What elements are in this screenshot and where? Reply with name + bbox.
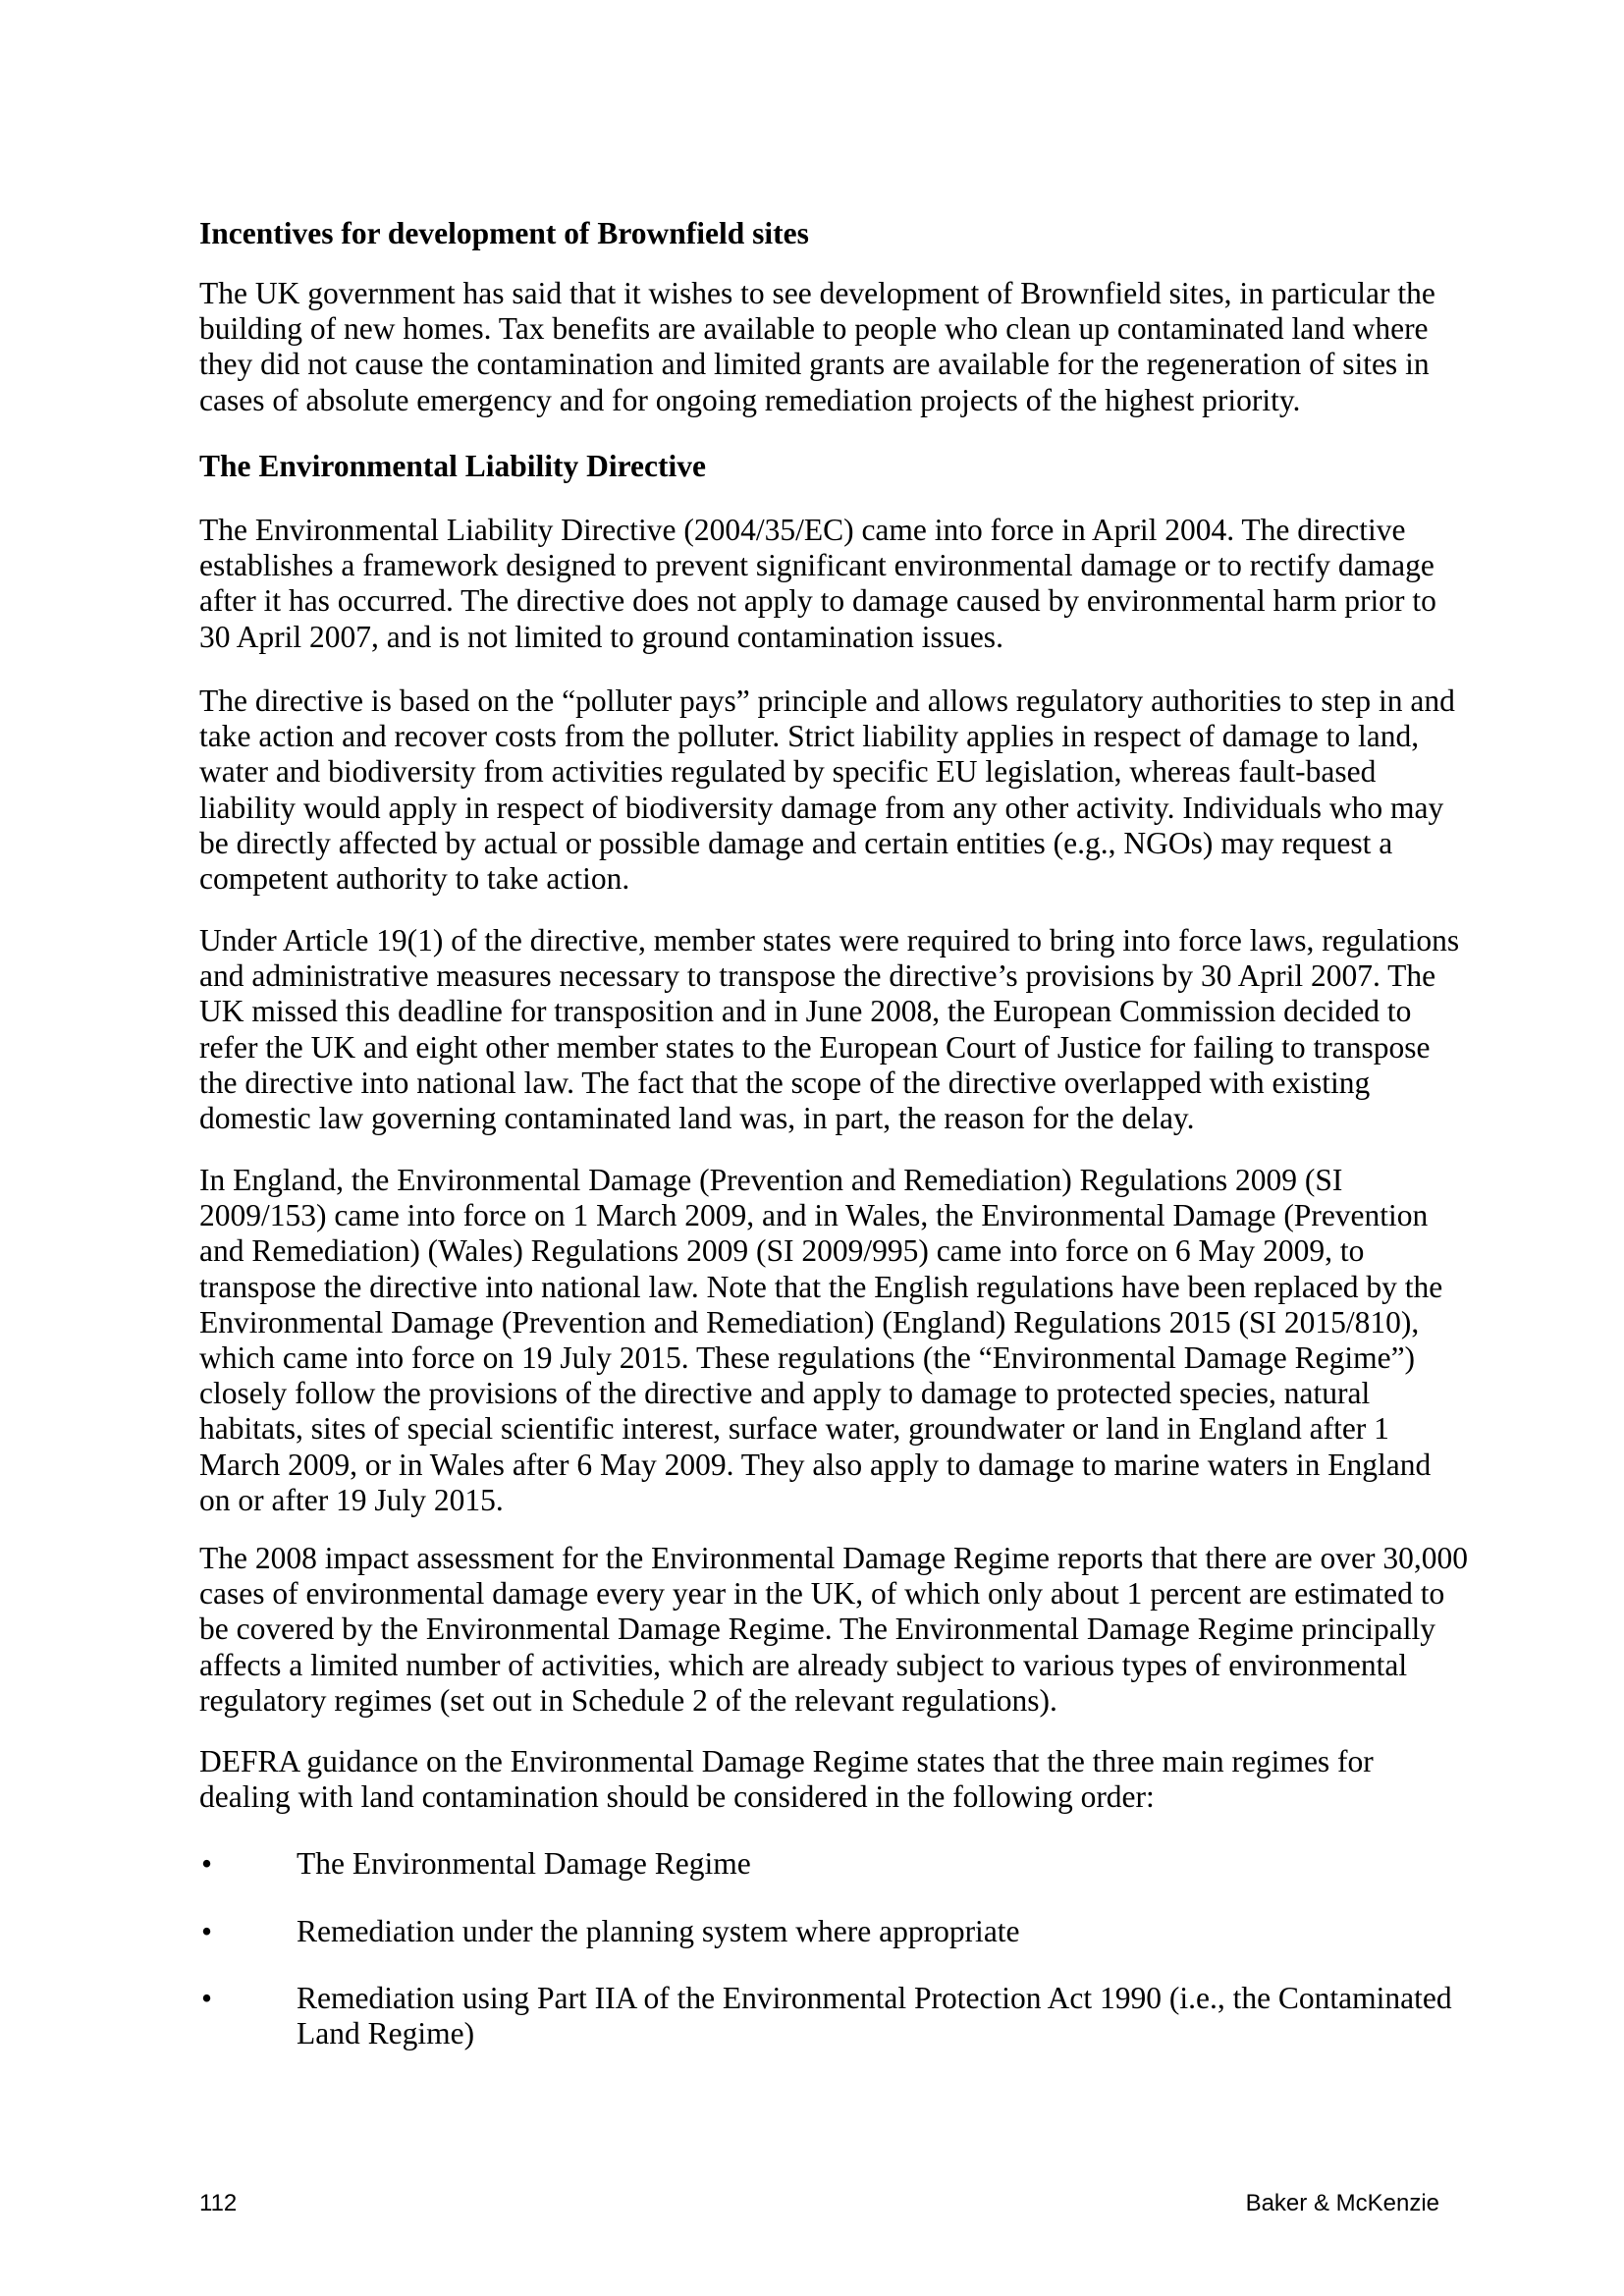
text-line: The UK government has said that it wishes to see development of Brownfield sites, in particular the [199, 276, 1435, 310]
text-line: be directly affected by actual or possible damage and certain entities (e.g., NGOs) may request a [199, 825, 1393, 860]
text-line: 30 April 2007, and is not limited to ground contamination issues. [199, 619, 1003, 654]
bullet-icon: • [201, 1981, 213, 2015]
text-line: liability would apply in respect of biodiversity damage from any other activity. Individuals who may [199, 790, 1444, 825]
text-line: transpose the directive into national law. Note that the English regulations have been replaced by the [199, 1269, 1443, 1304]
bullet-text: The Environmental Damage Regime [297, 1846, 751, 1881]
text-line: water and biodiversity from activities regulated by specific EU legislation, whereas fault-based [199, 754, 1377, 790]
text-line: take action and recover costs from the polluter. Strict liability applies in respect of damage to land, [199, 719, 1420, 754]
text-line: cases of environmental damage every year in the UK, of which only about 1 percent are estimated to [199, 1576, 1445, 1612]
text-line: The 2008 impact assessment for the Environmental Damage Regime reports that there are over 30,000 [199, 1541, 1468, 1575]
text-line: competent authority to take action. [199, 861, 630, 897]
text-line: refer the UK and eight other member states to the European Court of Justice for failing to transpose [199, 1029, 1431, 1065]
bullet-text: Remediation using Part IIA of the Environmental Protection Act 1990 (i.e., the Contaminated [297, 1981, 1452, 2015]
text-line: establishes a framework designed to prevent significant environmental damage or to rectify damage [199, 548, 1435, 583]
text-line: Environmental Damage (Prevention and Remediation) (England) Regulations 2015 (SI 2015/810), [199, 1304, 1420, 1339]
text-line: 2009/153) came into force on 1 March 2009, and in Wales, the Environmental Damage (Prevention [199, 1198, 1429, 1233]
text-line: and administrative measures necessary to transpose the directive’s provisions by 30 April 2007. The [199, 958, 1436, 994]
paragraph-england-wales-regulations [199, 1163, 1476, 1518]
text-line: habitats, sites of special scientific interest, surface water, groundwater or land in England after 1 [199, 1411, 1389, 1447]
text-line: UK missed this deadline for transposition and in June 2008, the European Commission decided to [199, 994, 1412, 1029]
text-line: cases of absolute emergency and for ongoing remediation projects of the highest priority. [199, 382, 1301, 417]
text-line: In England, the Environmental Damage (Prevention and Remediation) Regulations 2009 (SI [199, 1163, 1343, 1197]
text-line: The Environmental Liability Directive (2004/35/EC) came into force in April 2004. The directive [199, 513, 1406, 547]
paragraph-article-19 [199, 923, 1476, 1136]
footer-publisher: Baker & McKenzie [1245, 2190, 1439, 2216]
bullet-icon: • [201, 1914, 213, 1948]
text-line: after it has occurred. The directive does not apply to damage caused by environmental harm prior to [199, 583, 1436, 619]
text-line: affects a limited number of activities, which are already subject to various types of environmental [199, 1647, 1408, 1682]
text-line: domestic law governing contaminated land was, in part, the reason for the delay. [199, 1101, 1195, 1136]
bullet-icon: • [201, 1846, 213, 1881]
paragraph-directive-intro [199, 513, 1476, 655]
text-line: DEFRA guidance on the Environmental Damage Regime states that the three main regimes for [199, 1744, 1374, 1778]
text-line: dealing with land contamination should be considered in the following order: [199, 1779, 1155, 1815]
text-line: they did not cause the contamination and limited grants are available for the regeneration of sites in [199, 347, 1430, 382]
text-line: be covered by the Environmental Damage Regime. The Environmental Damage Regime principally [199, 1612, 1436, 1647]
paragraph-brownfield [199, 276, 1476, 418]
paragraph-polluter-pays [199, 683, 1476, 897]
text-line: which came into force on 19 July 2015. These regulations (the “Environmental Damage Regime”) [199, 1340, 1416, 1376]
text-line: regulatory regimes (set out in Schedule 2 of the relevant regulations). [199, 1682, 1057, 1718]
text-line: the directive into national law. The fact that the scope of the directive overlapped with existing [199, 1065, 1371, 1100]
text-line: March 2009, or in Wales after 6 May 2009. They also apply to damage to marine waters in England [199, 1447, 1432, 1482]
heading-brownfield-incentives: Incentives for development of Brownfield sites [199, 216, 809, 250]
paragraph-impact-assessment [199, 1541, 1476, 1719]
text-line: building of new homes. Tax benefits are available to people who clean up contaminated land where [199, 311, 1429, 347]
bullet-text: Remediation under the planning system where appropriate [297, 1914, 1020, 1948]
text-line: closely follow the provisions of the directive and apply to damage to protected species, natural [199, 1376, 1371, 1411]
text-line: on or after 19 July 2015. [199, 1482, 504, 1517]
text-line: Under Article 19(1) of the directive, member states were required to bring into force laws, regulations [199, 923, 1460, 957]
page-number: 112 [199, 2190, 238, 2216]
text-line: The directive is based on the “polluter pays” principle and allows regulatory authorities to step in and [199, 683, 1455, 718]
paragraph-defra-guidance [199, 1744, 1476, 1815]
bullet-text: Land Regime) [297, 2016, 475, 2051]
text-line: and Remediation) (Wales) Regulations 2009 (SI 2009/995) came into force on 6 May 2009, to [199, 1233, 1365, 1269]
heading-environmental-liability-directive: The Environmental Liability Directive [199, 449, 706, 483]
